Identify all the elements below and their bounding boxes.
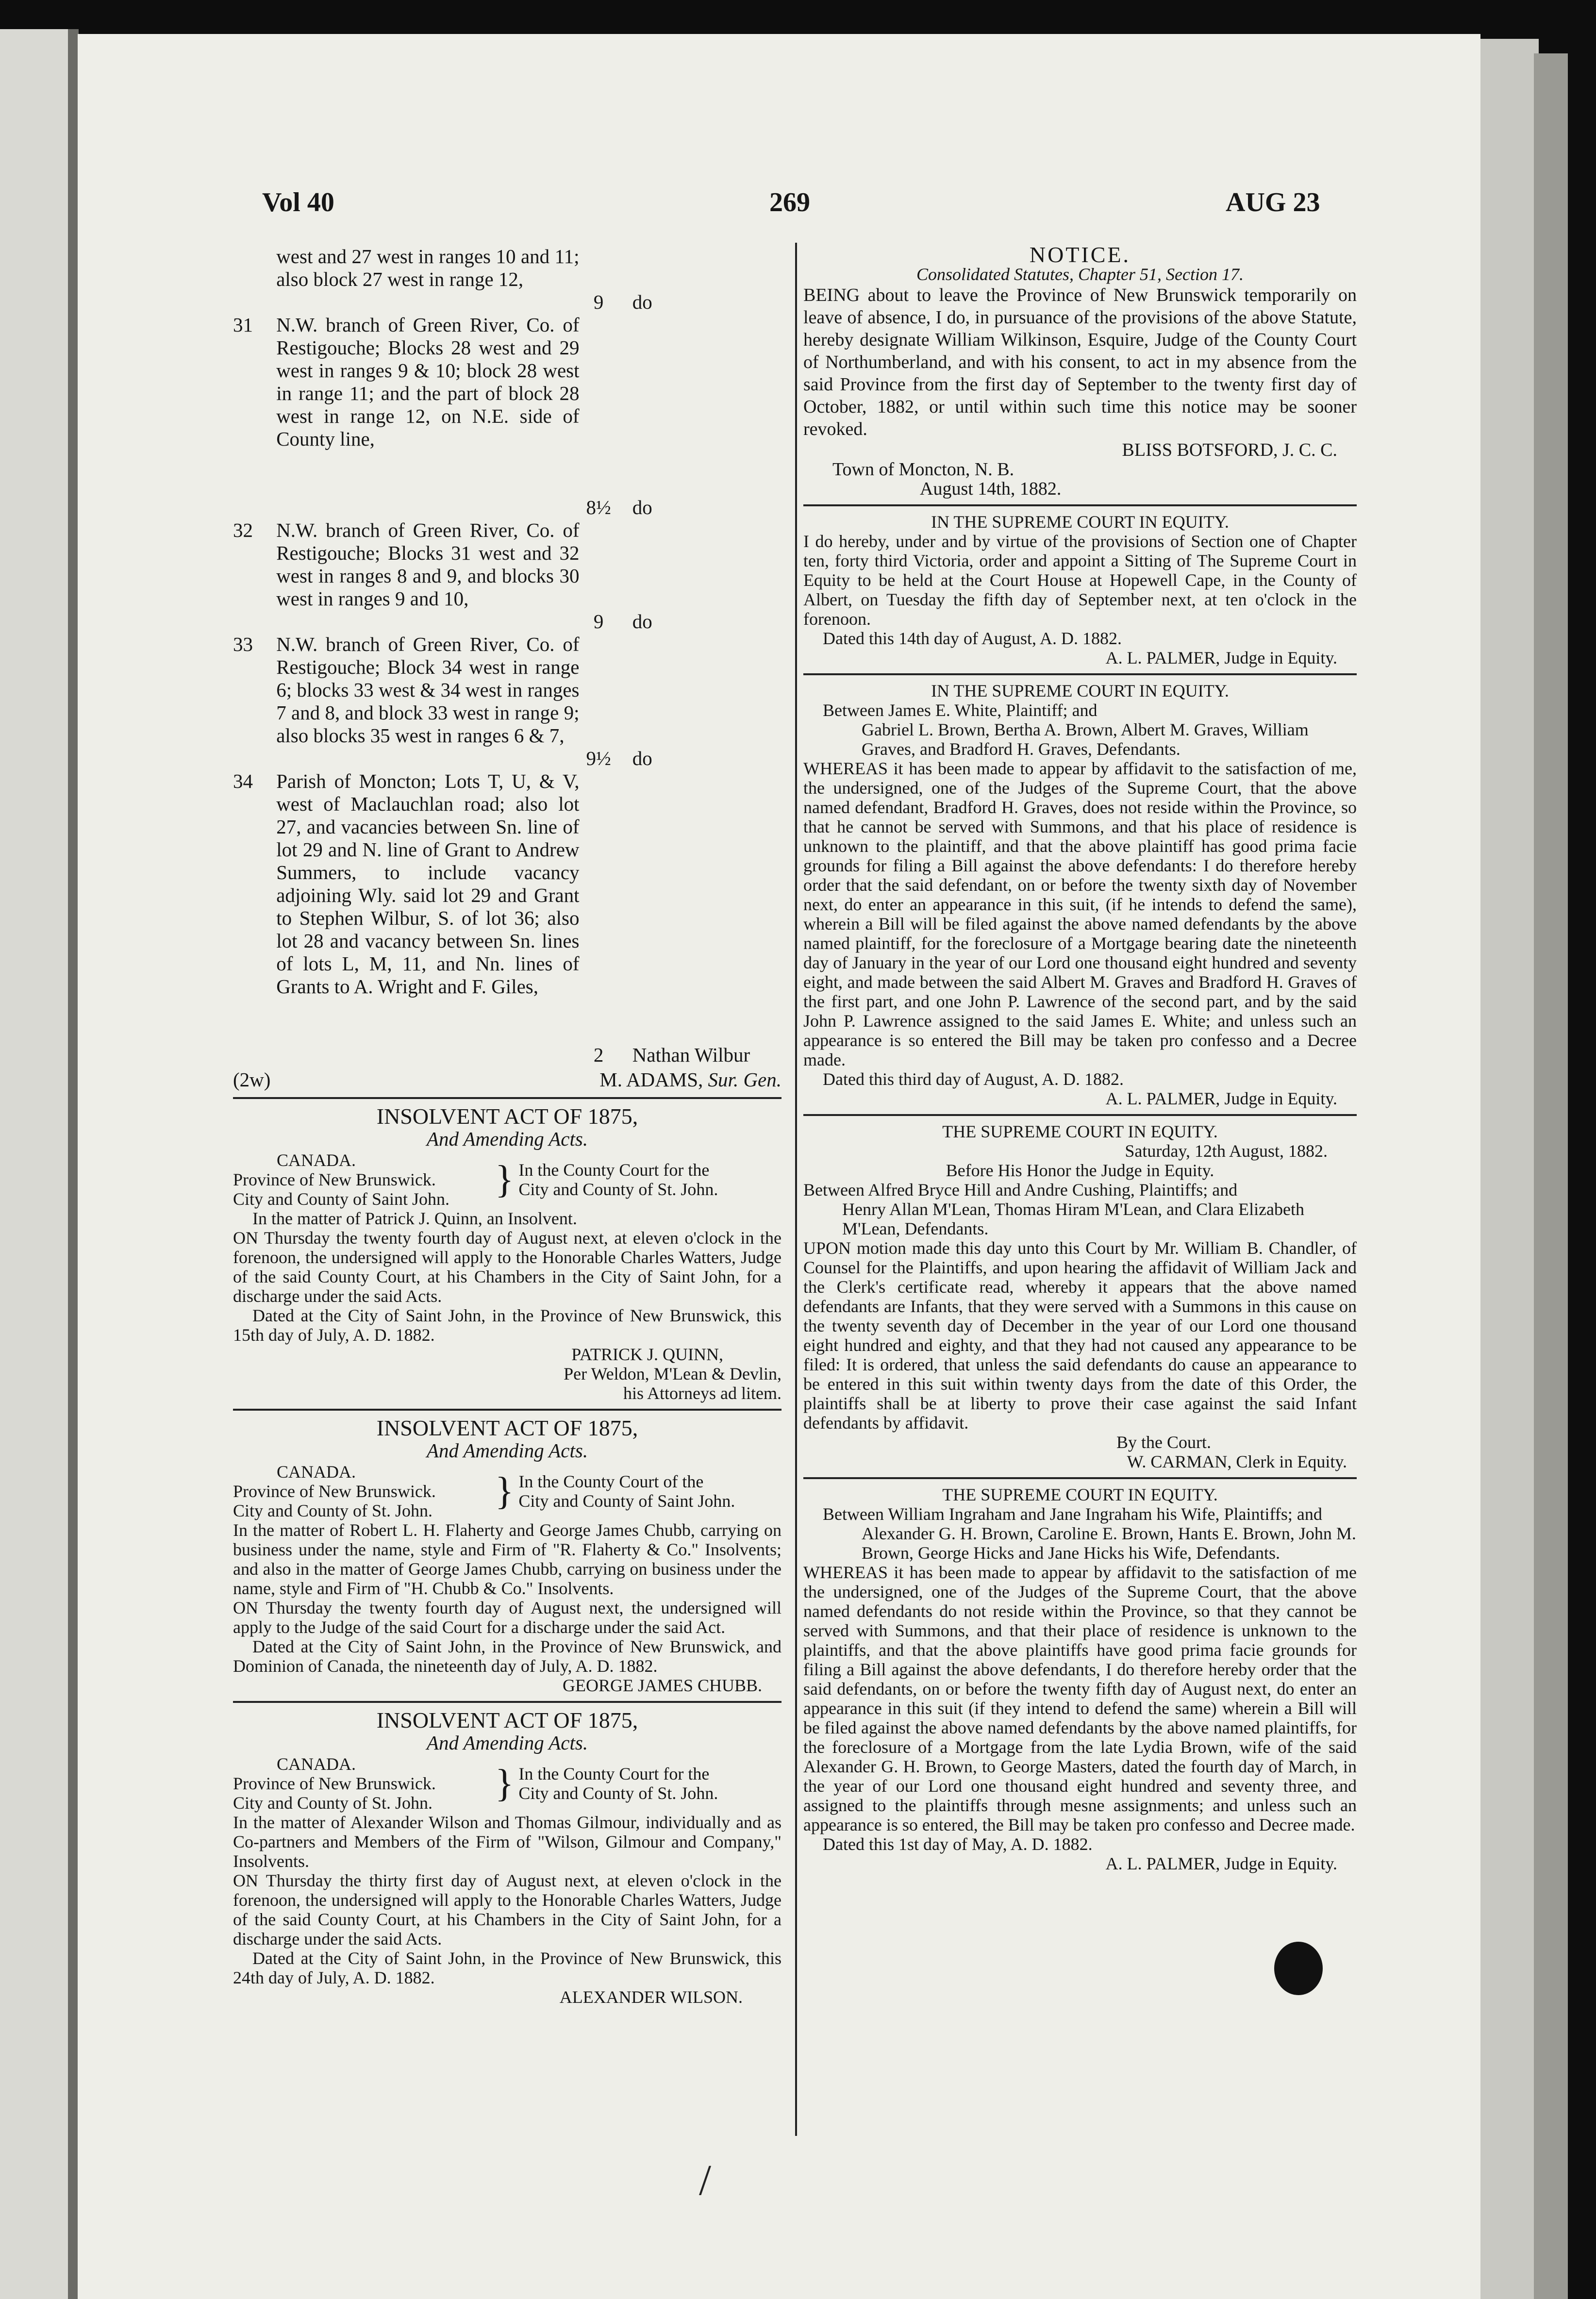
parties-defendant: Alexander G. H. Brown, Caroline E. Brown, Hants E. Brown, John M. Brown, George Hicks and Jane Hicks his Wife, Defendants. [862, 1524, 1356, 1563]
notice-title: NOTICE. [1029, 242, 1131, 267]
notice-divider [803, 1114, 1357, 1116]
notice-dated: Dated at the City of Saint John, in the Province of New Brunswick, this 15th day of July, A. D. 1882. [233, 1306, 781, 1345]
signer: GEORGE JAMES CHUBB. [562, 1676, 762, 1695]
notice-title: IN THE SUPREME COURT IN EQUITY. [931, 512, 1229, 532]
lot-number: 32 [233, 519, 253, 541]
signer: ALEXANDER WILSON. [559, 1987, 743, 2007]
notice-divider [233, 1097, 781, 1099]
signer: PATRICK J. QUINN, [571, 1345, 723, 1364]
notice-body: I do hereby, under and by virtue of the provisions of Section one of Chapter ten, forty third Victoria, order and appoint a Sitting of The Supreme Court in Equity to be held at the Court House at Hopewell Cape, in the County of Albert, on Tuesday the fifth day of September next, at ten o'clock in the forenoon. [803, 532, 1357, 629]
court-county: City and County of St. John. [518, 1783, 718, 1803]
notice-body: UPON motion made this day unto this Court by Mr. William B. Chandler, of Counsel for the Plaintiffs, and upon hearing the affidavit of William Jack and the Clerk's certificate read, whereby it appears that the above named defendants are Infants, that they were served with a Summons in this cause on the twenty seventh day of December in the year of our Lord one thousand eight hundred and eighty, and that they had not caused any appearance to be filed: It is ordered, that unless the said defendants do cause an appearance to be entered in this suit within twenty days from the date of this Order, the plaintiffs shall be at liberty to prove their case against the said Infant defendants by affidavit. [803, 1238, 1357, 1433]
lot-area: 9 [593, 291, 604, 313]
statute-reference: Consolidated Statutes, Chapter 51, Section 17. [916, 265, 1244, 284]
by-court: By the Court. [1116, 1433, 1211, 1452]
province: Province of New Brunswick. [233, 1482, 436, 1501]
court-county: City and County of Saint John. [518, 1491, 735, 1511]
notice-subtitle: And Amending Acts. [426, 1439, 588, 1462]
insolvency-notice-chubb [233, 1416, 781, 1695]
land-list-entry [233, 519, 781, 633]
lot-area: 9 [593, 610, 604, 633]
notice-title: INSOLVENT ACT OF 1875, [376, 1708, 638, 1733]
parties-plaintiff: Between William Ingraham and Jane Ingraham his Wife, Plaintiffs; and [823, 1504, 1322, 1524]
parties-plaintiff: Between James E. White, Plaintiff; and [823, 700, 1097, 720]
land-list-entry [233, 314, 781, 519]
before-judge: Before His Honor the Judge in Equity. [946, 1161, 1214, 1180]
matter: In the matter of Robert L. H. Flaherty and George James Chubb, carrying on business under the name, style and Firm of "R. Flaherty & Co." Insolvents; and also in the matter of George James Chubb, carrying on business under the name, style and Firm of "H. Chubb & Co." Insolvents. [233, 1520, 781, 1598]
court-county: City and County of St. John. [518, 1180, 718, 1199]
order-date: Saturday, 12th August, 1882. [1125, 1141, 1328, 1161]
province: Province of New Brunswick. [233, 1774, 436, 1793]
notice-body: WHEREAS it has been made to appear by affidavit to the satisfaction of me, the undersigned, one of the Judges of the Supreme Court, that the above named defendant, Bradford H. Graves, does not reside within the Province, so that he cannot be served with Summons, and that his place of residence is unknown to the plaintiff, and that the above plaintiff has good prima facie grounds for filing a Bill against the above defendants: I do therefore hereby order that the said defendant, on or before the twenty sixth day of November next, do enter an appearance in this suit, (if he intends to defend the same), wherein a Bill will be filed against the above named defendants by the above named plaintiff, for the foreclosure of a Mortgage bearing date the nineteenth day of January in the year of our Lord one thousand eight hundred and seventy eight, and made between the said Albert M. Graves and Bradford H. Graves of the first part, and one John P. Lawrence of the second part, and by the said John P. Lawrence assigned to the said James E. White; and unless such an appearance is so entered the Bill may be taken pro confesso and a Decree made. [803, 759, 1357, 1069]
signer: A. L. PALMER, Judge in Equity. [1105, 648, 1337, 667]
county: City and County of Saint John. [233, 1189, 450, 1209]
place: Town of Moncton, N. B. [832, 459, 1014, 480]
lot-remarks: do [632, 496, 652, 518]
notice-title: INSOLVENT ACT OF 1875, [376, 1104, 638, 1129]
lot-description: N.W. branch of Green River, Co. of Restigouche; Blocks 28 west and 29 west in ranges 9 & 10; block 28 west in range 11; and the part of block 28 west in range 12, on N.E. side of County line, [276, 314, 580, 450]
matter: In the matter of Alexander Wilson and Thomas Gilmour, individually and as Co-partners and Members of the Firm of "Wilson, Gilmour and Company," Insolvents. [233, 1813, 781, 1871]
parties-defendant: Henry Allan M'Lean, Thomas Hiram M'Lean, and Clara Elizabeth M'Lean, Defendants. [842, 1199, 1305, 1238]
county: City and County of St. John. [233, 1793, 433, 1813]
notice-body: ON Thursday the thirty first day of August next, at eleven o'clock in the forenoon, the undersigned will apply to the Honorable Charles Watters, Judge of the said County Court, at his Chambers in the City of Saint John, for a discharge under the said Acts. [233, 1871, 781, 1949]
column-rule [795, 243, 797, 2136]
signer: BLISS BOTSFORD, J. C. C. [1122, 440, 1337, 460]
lot-number: 34 [233, 770, 253, 792]
land-list-entry [233, 633, 781, 770]
court-caption [233, 1754, 781, 1813]
notice-title: THE SUPREME COURT IN EQUITY. [942, 1485, 1218, 1504]
notice-subtitle: And Amending Acts. [426, 1128, 588, 1150]
lot-area: 9½ [586, 747, 611, 769]
notice-divider [803, 1477, 1357, 1479]
notice-white-v-brown [803, 681, 1357, 1108]
pencil-mark: / [699, 2156, 712, 2204]
lot-description: N.W. branch of Green River, Co. of Restigouche; Block 34 west in range 6; blocks 33 west & 34 west in ranges 7 and 8, and block 33 west in range 9; also blocks 35 west in ranges 6 & 7, [276, 633, 580, 747]
page-number: 269 [769, 187, 810, 217]
notice-title: INSOLVENT ACT OF 1875, [376, 1416, 638, 1440]
page-edge-shadow [1534, 53, 1568, 2299]
binding-gutter [68, 29, 79, 2299]
notice-ingraham-v-brown [803, 1485, 1357, 1873]
volume-number: Vol 40 [262, 187, 334, 217]
signer: A. L. PALMER, Judge in Equity. [1105, 1089, 1337, 1108]
lot-number: 33 [233, 633, 253, 655]
left-column [233, 245, 781, 2007]
lot-description: N.W. branch of Green River, Co. of Restigouche; Blocks 31 west and 32 west in ranges 8 and 9, and blocks 30 west in ranges 9 and 10, [276, 519, 580, 610]
notice-title: IN THE SUPREME COURT IN EQUITY. [931, 681, 1229, 700]
parties-defendant: Gabriel L. Brown, Bertha A. Brown, Albert M. Graves, William Graves, and Bradford H. Graves, Defendants. [862, 720, 1309, 759]
insertion-mark: (2w) [233, 1068, 271, 1091]
notice-divider [233, 1701, 781, 1703]
land-list-footer [233, 1068, 781, 1091]
notice-subtitle: And Amending Acts. [426, 1732, 588, 1754]
right-column [803, 242, 1357, 1873]
lot-remarks: do [632, 291, 652, 313]
country: CANADA. [277, 1150, 356, 1170]
notice-dated: Dated at the City of Saint John, in the Province of New Brunswick, and Dominion of Canada, the nineteenth day of July, A. D. 1882. [233, 1637, 781, 1676]
notice-title: THE SUPREME COURT IN EQUITY. [942, 1122, 1218, 1141]
parties-plaintiff: Between Alfred Bryce Hill and Andre Cushing, Plaintiffs; and [803, 1180, 1238, 1199]
court-caption [233, 1462, 781, 1520]
notice-date: August 14th, 1882. [920, 479, 1062, 499]
page-edge [1480, 39, 1539, 2299]
county: City and County of St. John. [233, 1501, 433, 1520]
lot-area: 8½ [586, 496, 611, 518]
brace: } [495, 1158, 514, 1201]
lot-area: 2 [593, 1044, 604, 1066]
notice-hill-v-mclean [803, 1122, 1357, 1471]
notice-dated: Dated this third day of August, A. D. 1882. [823, 1069, 1124, 1089]
lot-number: 31 [233, 314, 253, 336]
brace: } [495, 1470, 514, 1513]
notice-body: BEING about to leave the Province of New Brunswick temporarily on leave of absence, I do, in pursuance of the provisions of the above Statute, hereby designate William Wilkinson, Esquire, Judge of the County Court of Northumberland, and with his consent, to act in my absence from the said Province from the first day of September to the twenty first day of October, 1882, or until within such time this notice may be sooner revoked. [803, 285, 1357, 439]
attorneys: Per Weldon, M'Lean & Devlin, [564, 1364, 781, 1383]
adjacent-page [0, 29, 73, 2299]
land-list-continuation [233, 245, 781, 314]
province: Province of New Brunswick. [233, 1170, 436, 1189]
matter: In the matter of Patrick J. Quinn, an Insolvent. [252, 1209, 577, 1228]
notice-botsford [803, 242, 1357, 499]
issue-date: AUG 23 [1226, 187, 1320, 217]
lot-remarks: do [632, 747, 652, 769]
signer: W. CARMAN, Clerk in Equity. [1127, 1452, 1347, 1471]
brace: } [495, 1762, 514, 1805]
lot-description: west and 27 west in ranges 10 and 11; also block 27 west in range 12, [276, 245, 580, 290]
notice-dated: Dated at the City of Saint John, in the Province of New Brunswick, this 24th day of July, A. D. 1882. [233, 1949, 781, 1987]
notice-body: ON Thursday the twenty fourth day of August next, the undersigned will apply to the Judge of the said Court for a discharge under the said Act. [233, 1598, 781, 1637]
court-name: In the County Court of the [518, 1472, 704, 1491]
surveyor-signature: M. ADAMS, Sur. Gen. [599, 1068, 781, 1091]
notice-divider [803, 673, 1357, 675]
notice-body: WHEREAS it has been made to appear by affidavit to the satisfaction of me the undersigned, one of the Judges of the Supreme Court, that the above named defendants do not reside within the Province, so that they cannot be served with Summons, and that their place of residence is unknown to the plaintiffs, and that the above plaintiffs have good prima facie grounds for filing a Bill against the above defendants, I do therefore hereby order that the said defendants, on or before the twenty fifth day of August next, do enter an appearance in this suit (if they intend to defend the same) wherein a Bill will be filed against the above named defendants by the above named plaintiffs, for the foreclosure of a Mortgage from the late Lydia Brown, wife of the said Alexander G. H. Brown, to George Masters, dated the fourth day of March, in the year of our Lord one thousand eight hundred and seventy three, and assigned to the plaintiffs through mesne assignments; and unless such an appearance is so entered, the Bill may be taken pro confesso and Decree made. [803, 1563, 1357, 1834]
lot-remarks: do [632, 610, 652, 633]
lot-description: Parish of Moncton; Lots T, U, & V, west of Maclauchlan road; also lot 27, and vacancies between Sn. line of lot 29 and N. line of Grant to Andrew Summers, to include vacancy adjoining Wly. said lot 29 and Grant to Stephen Wilbur, S. of lot 36; also lot 28 and vacancy between Sn. lines of lots L, M, 11, and Nn. lines of Grants to A. Wright and F. Giles, [276, 770, 580, 998]
notice-divider [803, 504, 1357, 506]
notice-dated: Dated this 1st day of May, A. D. 1882. [823, 1834, 1093, 1854]
court-caption [233, 1150, 781, 1209]
notice-equity-sitting [803, 512, 1357, 667]
notice-dated: Dated this 14th day of August, A. D. 1882. [823, 629, 1122, 648]
court-name: In the County Court for the [518, 1160, 710, 1180]
insolvency-notice-quinn [233, 1105, 781, 1403]
country: CANADA. [277, 1754, 356, 1774]
insolvency-notice-wilson [233, 1709, 781, 2007]
land-list-entry [233, 770, 781, 1066]
country: CANADA. [277, 1462, 356, 1482]
signer: A. L. PALMER, Judge in Equity. [1105, 1854, 1337, 1873]
notice-body: ON Thursday the twenty fourth day of August next, at eleven o'clock in the forenoon, the undersigned will apply to the Honorable Charles Watters, Judge of the said County Court, at his Chambers in the City of Saint John, for a discharge under the said Acts. [233, 1228, 781, 1306]
attorneys-line2: his Attorneys ad litem. [623, 1383, 781, 1403]
ink-blot [1274, 1942, 1323, 1995]
lot-remarks: Nathan Wilbur [632, 1044, 750, 1066]
court-name: In the County Court for the [518, 1764, 710, 1783]
notice-divider [233, 1409, 781, 1411]
